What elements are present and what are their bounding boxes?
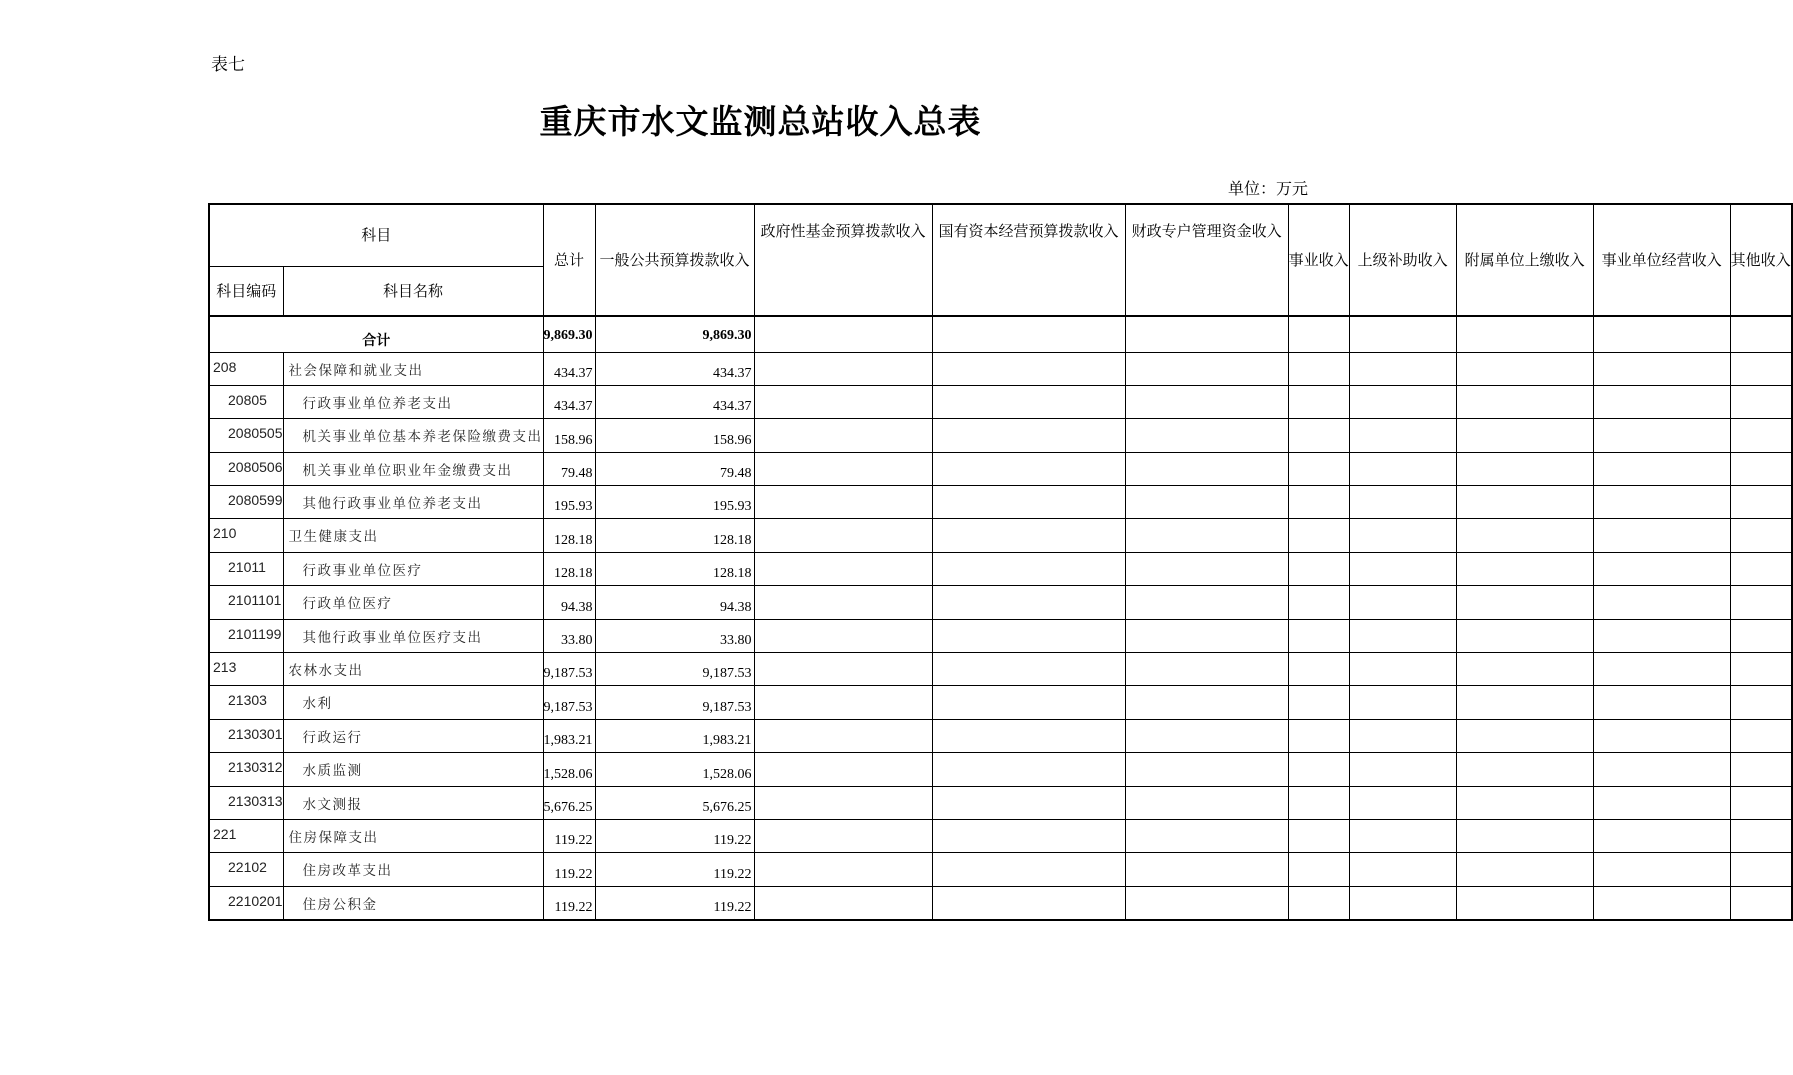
empty-cell bbox=[1288, 316, 1349, 352]
empty-cell bbox=[1288, 853, 1349, 886]
empty-cell bbox=[1349, 519, 1456, 552]
empty-cell bbox=[1593, 586, 1730, 619]
empty-cell bbox=[754, 753, 932, 786]
empty-cell bbox=[1288, 419, 1349, 452]
empty-cell bbox=[1288, 786, 1349, 819]
empty-cell bbox=[1456, 552, 1593, 585]
empty-cell bbox=[1288, 586, 1349, 619]
general-budget-cell: 119.22 bbox=[595, 819, 754, 852]
table-row bbox=[209, 586, 1792, 619]
empty-cell bbox=[1730, 686, 1792, 719]
empty-cell bbox=[1125, 853, 1288, 886]
empty-cell bbox=[932, 316, 1125, 352]
empty-cell bbox=[1125, 316, 1288, 352]
subject-code-cell: 210 bbox=[209, 519, 283, 552]
empty-cell bbox=[1593, 352, 1730, 385]
empty-cell bbox=[1456, 753, 1593, 786]
table-row bbox=[209, 452, 1792, 485]
empty-cell bbox=[932, 819, 1125, 852]
empty-cell bbox=[932, 486, 1125, 519]
empty-cell bbox=[754, 653, 932, 686]
table-row bbox=[209, 419, 1792, 452]
empty-cell bbox=[1349, 653, 1456, 686]
empty-cell bbox=[1456, 352, 1593, 385]
total-amount-cell: 33.80 bbox=[543, 619, 595, 652]
header-other-income: 其他收入 bbox=[1730, 204, 1792, 316]
empty-cell bbox=[1730, 419, 1792, 452]
empty-cell bbox=[1593, 519, 1730, 552]
empty-cell bbox=[1730, 786, 1792, 819]
header-name: 科目名称 bbox=[283, 266, 543, 316]
subject-code-cell: 21303 bbox=[209, 686, 283, 719]
empty-cell bbox=[1125, 385, 1288, 418]
total-amount-cell: 9,187.53 bbox=[543, 653, 595, 686]
empty-cell bbox=[1288, 653, 1349, 686]
empty-cell bbox=[754, 419, 932, 452]
empty-cell bbox=[932, 853, 1125, 886]
empty-cell bbox=[1730, 886, 1792, 919]
empty-cell bbox=[754, 519, 932, 552]
subject-code-cell: 2130301 bbox=[209, 719, 283, 752]
general-budget-cell: 434.37 bbox=[595, 385, 754, 418]
general-budget-cell: 1,528.06 bbox=[595, 753, 754, 786]
empty-cell bbox=[932, 419, 1125, 452]
subject-code-cell: 22102 bbox=[209, 853, 283, 886]
empty-cell bbox=[1593, 552, 1730, 585]
empty-cell bbox=[932, 552, 1125, 585]
empty-cell bbox=[1288, 819, 1349, 852]
subject-code-cell: 213 bbox=[209, 653, 283, 686]
total-general-budget: 9,869.30 bbox=[595, 316, 754, 352]
empty-cell bbox=[932, 686, 1125, 719]
empty-cell bbox=[1125, 619, 1288, 652]
empty-cell bbox=[1288, 686, 1349, 719]
empty-cell bbox=[1349, 686, 1456, 719]
total-amount-cell: 1,528.06 bbox=[543, 753, 595, 786]
empty-cell bbox=[1456, 786, 1593, 819]
total-amount-cell: 434.37 bbox=[543, 352, 595, 385]
general-budget-cell: 128.18 bbox=[595, 519, 754, 552]
table-row bbox=[209, 619, 1792, 652]
empty-cell bbox=[1456, 452, 1593, 485]
general-budget-cell: 5,676.25 bbox=[595, 786, 754, 819]
empty-cell bbox=[1593, 316, 1730, 352]
empty-cell bbox=[1730, 552, 1792, 585]
empty-cell bbox=[1125, 552, 1288, 585]
header-affiliate-payment: 附属单位上缴收入 bbox=[1456, 204, 1593, 316]
subject-code-cell: 221 bbox=[209, 819, 283, 852]
empty-cell bbox=[932, 786, 1125, 819]
total-label: 合计 bbox=[209, 316, 543, 352]
header-code: 科目编码 bbox=[209, 266, 283, 316]
subject-name-cell: 住房改革支出 bbox=[283, 853, 543, 886]
subject-code-cell: 2130313 bbox=[209, 786, 283, 819]
empty-cell bbox=[1349, 316, 1456, 352]
empty-cell bbox=[1349, 586, 1456, 619]
empty-cell bbox=[1125, 419, 1288, 452]
empty-cell bbox=[1288, 619, 1349, 652]
empty-cell bbox=[1288, 452, 1349, 485]
empty-cell bbox=[1593, 419, 1730, 452]
header-business-income: 事业收入 bbox=[1288, 204, 1349, 316]
empty-cell bbox=[1730, 753, 1792, 786]
empty-cell bbox=[754, 619, 932, 652]
empty-cell bbox=[1730, 316, 1792, 352]
table-row bbox=[209, 519, 1792, 552]
empty-cell bbox=[754, 586, 932, 619]
empty-cell bbox=[1456, 719, 1593, 752]
income-summary-table bbox=[208, 203, 1793, 921]
table-row bbox=[209, 719, 1792, 752]
table-row bbox=[209, 819, 1792, 852]
total-amount-cell: 1,983.21 bbox=[543, 719, 595, 752]
total-amount: 9,869.30 bbox=[543, 316, 595, 352]
empty-cell bbox=[932, 886, 1125, 919]
subject-code-cell: 21011 bbox=[209, 552, 283, 585]
empty-cell bbox=[1125, 686, 1288, 719]
table-row bbox=[209, 653, 1792, 686]
header-superior-subsidy: 上级补助收入 bbox=[1349, 204, 1456, 316]
empty-cell bbox=[1593, 719, 1730, 752]
subject-code-cell: 20805 bbox=[209, 385, 283, 418]
empty-cell bbox=[1730, 653, 1792, 686]
empty-cell bbox=[754, 352, 932, 385]
empty-cell bbox=[1125, 753, 1288, 786]
empty-cell bbox=[1125, 586, 1288, 619]
total-amount-cell: 434.37 bbox=[543, 385, 595, 418]
empty-cell bbox=[1456, 686, 1593, 719]
subject-name-cell: 住房保障支出 bbox=[283, 819, 543, 852]
empty-cell bbox=[1125, 452, 1288, 485]
total-amount-cell: 128.18 bbox=[543, 519, 595, 552]
empty-cell bbox=[1288, 385, 1349, 418]
empty-cell bbox=[1593, 452, 1730, 485]
total-amount-cell: 5,676.25 bbox=[543, 786, 595, 819]
subject-name-cell: 行政事业单位医疗 bbox=[283, 552, 543, 585]
empty-cell bbox=[754, 819, 932, 852]
empty-cell bbox=[1288, 552, 1349, 585]
empty-cell bbox=[932, 619, 1125, 652]
empty-cell bbox=[1456, 316, 1593, 352]
subject-name-cell: 其他行政事业单位医疗支出 bbox=[283, 619, 543, 652]
empty-cell bbox=[932, 519, 1125, 552]
empty-cell bbox=[932, 653, 1125, 686]
subject-name-cell: 行政事业单位养老支出 bbox=[283, 385, 543, 418]
empty-cell bbox=[1593, 486, 1730, 519]
subject-name-cell: 行政单位医疗 bbox=[283, 586, 543, 619]
table-row bbox=[209, 686, 1792, 719]
table-row bbox=[209, 486, 1792, 519]
total-amount-cell: 79.48 bbox=[543, 452, 595, 485]
empty-cell bbox=[1125, 352, 1288, 385]
empty-cell bbox=[1730, 519, 1792, 552]
general-budget-cell: 434.37 bbox=[595, 352, 754, 385]
empty-cell bbox=[1125, 719, 1288, 752]
empty-cell bbox=[1593, 653, 1730, 686]
empty-cell bbox=[1730, 586, 1792, 619]
table-row bbox=[209, 886, 1792, 919]
general-budget-cell: 1,983.21 bbox=[595, 719, 754, 752]
empty-cell bbox=[754, 686, 932, 719]
empty-cell bbox=[1730, 719, 1792, 752]
empty-cell bbox=[932, 352, 1125, 385]
empty-cell bbox=[1288, 753, 1349, 786]
total-amount-cell: 119.22 bbox=[543, 853, 595, 886]
empty-cell bbox=[1593, 385, 1730, 418]
empty-cell bbox=[1593, 686, 1730, 719]
subject-code-cell: 2101199 bbox=[209, 619, 283, 652]
empty-cell bbox=[1730, 452, 1792, 485]
empty-cell bbox=[1456, 586, 1593, 619]
header-gov-fund: 政府性基金预算拨款收入 bbox=[754, 204, 932, 316]
subject-name-cell: 行政运行 bbox=[283, 719, 543, 752]
empty-cell bbox=[1125, 486, 1288, 519]
empty-cell bbox=[1593, 753, 1730, 786]
empty-cell bbox=[1730, 853, 1792, 886]
empty-cell bbox=[1456, 886, 1593, 919]
empty-cell bbox=[1349, 719, 1456, 752]
subject-code-cell: 2080505 bbox=[209, 419, 283, 452]
subject-name-cell: 水利 bbox=[283, 686, 543, 719]
table-row bbox=[209, 552, 1792, 585]
empty-cell bbox=[1349, 486, 1456, 519]
subject-name-cell: 其他行政事业单位养老支出 bbox=[283, 486, 543, 519]
general-budget-cell: 119.22 bbox=[595, 886, 754, 919]
table-row bbox=[209, 385, 1792, 418]
empty-cell bbox=[1125, 519, 1288, 552]
empty-cell bbox=[1125, 653, 1288, 686]
total-amount-cell: 119.22 bbox=[543, 819, 595, 852]
empty-cell bbox=[1593, 853, 1730, 886]
subject-code-cell: 2080599 bbox=[209, 486, 283, 519]
empty-cell bbox=[1349, 886, 1456, 919]
empty-cell bbox=[1730, 619, 1792, 652]
general-budget-cell: 119.22 bbox=[595, 853, 754, 886]
subject-name-cell: 机关事业单位职业年金缴费支出 bbox=[283, 452, 543, 485]
empty-cell bbox=[1456, 853, 1593, 886]
subject-code-cell: 2101101 bbox=[209, 586, 283, 619]
empty-cell bbox=[1456, 519, 1593, 552]
empty-cell bbox=[1349, 419, 1456, 452]
general-budget-cell: 79.48 bbox=[595, 452, 754, 485]
general-budget-cell: 195.93 bbox=[595, 486, 754, 519]
empty-cell bbox=[754, 486, 932, 519]
subject-name-cell: 农林水支出 bbox=[283, 653, 543, 686]
empty-cell bbox=[1288, 352, 1349, 385]
general-budget-cell: 158.96 bbox=[595, 419, 754, 452]
total-amount-cell: 128.18 bbox=[543, 552, 595, 585]
empty-cell bbox=[1730, 819, 1792, 852]
empty-cell bbox=[1288, 719, 1349, 752]
empty-cell bbox=[932, 753, 1125, 786]
empty-cell bbox=[1288, 886, 1349, 919]
empty-cell bbox=[1288, 486, 1349, 519]
empty-cell bbox=[1593, 619, 1730, 652]
empty-cell bbox=[932, 719, 1125, 752]
general-budget-cell: 128.18 bbox=[595, 552, 754, 585]
subject-name-cell: 水文测报 bbox=[283, 786, 543, 819]
empty-cell bbox=[1349, 753, 1456, 786]
table-row bbox=[209, 753, 1792, 786]
empty-cell bbox=[1125, 886, 1288, 919]
total-row bbox=[209, 316, 1792, 352]
header-state-capital: 国有资本经营预算拨款收入 bbox=[932, 204, 1125, 316]
unit-label: 单位：万元 bbox=[1227, 179, 1308, 198]
empty-cell bbox=[1288, 519, 1349, 552]
empty-cell bbox=[1730, 352, 1792, 385]
subject-name-cell: 卫生健康支出 bbox=[283, 519, 543, 552]
general-budget-cell: 33.80 bbox=[595, 619, 754, 652]
empty-cell bbox=[754, 385, 932, 418]
empty-cell bbox=[1730, 385, 1792, 418]
empty-cell bbox=[1456, 619, 1593, 652]
header-subject: 科目 bbox=[209, 204, 543, 266]
empty-cell bbox=[1125, 786, 1288, 819]
table-row bbox=[209, 786, 1792, 819]
subject-name-cell: 住房公积金 bbox=[283, 886, 543, 919]
empty-cell bbox=[754, 719, 932, 752]
empty-cell bbox=[932, 385, 1125, 418]
empty-cell bbox=[932, 452, 1125, 485]
header-general-budget: 一般公共预算拨款收入 bbox=[595, 204, 754, 316]
table-row bbox=[209, 853, 1792, 886]
empty-cell bbox=[754, 786, 932, 819]
total-amount-cell: 195.93 bbox=[543, 486, 595, 519]
empty-cell bbox=[1349, 819, 1456, 852]
total-amount-cell: 94.38 bbox=[543, 586, 595, 619]
general-budget-cell: 94.38 bbox=[595, 586, 754, 619]
empty-cell bbox=[1349, 786, 1456, 819]
empty-cell bbox=[1730, 486, 1792, 519]
empty-cell bbox=[754, 853, 932, 886]
empty-cell bbox=[1125, 819, 1288, 852]
empty-cell bbox=[1593, 886, 1730, 919]
total-amount-cell: 9,187.53 bbox=[543, 686, 595, 719]
total-amount-cell: 119.22 bbox=[543, 886, 595, 919]
header-total: 总计 bbox=[543, 204, 595, 316]
empty-cell bbox=[1349, 352, 1456, 385]
empty-cell bbox=[754, 316, 932, 352]
empty-cell bbox=[754, 452, 932, 485]
header-fiscal-special: 财政专户管理资金收入 bbox=[1125, 204, 1288, 316]
empty-cell bbox=[1349, 385, 1456, 418]
empty-cell bbox=[1456, 385, 1593, 418]
empty-cell bbox=[1349, 619, 1456, 652]
subject-code-cell: 2210201 bbox=[209, 886, 283, 919]
empty-cell bbox=[1456, 819, 1593, 852]
empty-cell bbox=[1593, 786, 1730, 819]
empty-cell bbox=[754, 886, 932, 919]
subject-code-cell: 208 bbox=[209, 352, 283, 385]
empty-cell bbox=[1456, 419, 1593, 452]
general-budget-cell: 9,187.53 bbox=[595, 686, 754, 719]
empty-cell bbox=[1349, 853, 1456, 886]
header-operating-income: 事业单位经营收入 bbox=[1593, 204, 1730, 316]
table-number-label: 表七 bbox=[211, 55, 245, 75]
subject-name-cell: 机关事业单位基本养老保险缴费支出 bbox=[283, 419, 543, 452]
empty-cell bbox=[932, 586, 1125, 619]
empty-cell bbox=[1349, 552, 1456, 585]
subject-code-cell: 2130312 bbox=[209, 753, 283, 786]
empty-cell bbox=[754, 552, 932, 585]
header-row-1 bbox=[209, 204, 1792, 266]
subject-code-cell: 2080506 bbox=[209, 452, 283, 485]
table-row bbox=[209, 352, 1792, 385]
empty-cell bbox=[1593, 819, 1730, 852]
general-budget-cell: 9,187.53 bbox=[595, 653, 754, 686]
empty-cell bbox=[1456, 653, 1593, 686]
subject-name-cell: 水质监测 bbox=[283, 753, 543, 786]
empty-cell bbox=[1456, 486, 1593, 519]
subject-name-cell: 社会保障和就业支出 bbox=[283, 352, 543, 385]
total-amount-cell: 158.96 bbox=[543, 419, 595, 452]
document-title: 重庆市水文监测总站收入总表 bbox=[539, 102, 982, 141]
empty-cell bbox=[1349, 452, 1456, 485]
